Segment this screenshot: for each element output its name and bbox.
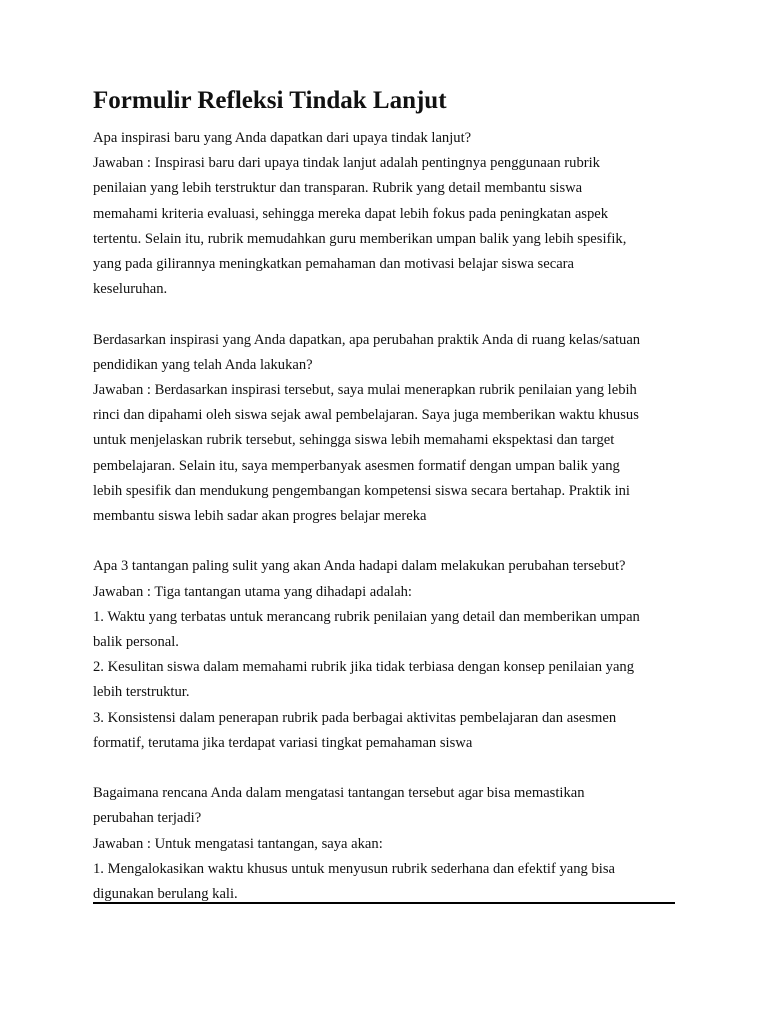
answer-line: pembelajaran. Selain itu, saya memperbanyak asesmen formatif dengan umpan balik yang [93,457,620,474]
section-rencana [93,781,675,907]
answer-line: Jawaban : Tiga tantangan utama yang dihadapi adalah: [93,583,412,600]
answer-line: membantu siswa lebih sadar akan progres belajar mereka [93,508,427,525]
list-item: formatif, terutama jika terdapat variasi tingkat pemahaman siswa [93,734,473,751]
document-title: Formulir Refleksi Tindak Lanjut [93,87,447,114]
list-item: digunakan berulang kali. [93,886,238,903]
answer-line: lebih spesifik dan mendukung pengembangan kompetensi siswa secara bertahap. Praktik ini [93,482,630,499]
list-item: 3. Konsistensi dalam penerapan rubrik pada berbagai aktivitas pembelajaran dan asesmen [93,709,617,726]
question-text: perubahan terjadi? [93,810,202,827]
answer-line: yang pada gilirannya meningkatkan pemahaman dan motivasi belajar siswa secara [93,256,575,273]
answer-line: untuk menjelaskan rubrik tersebut, sehingga siswa lebih memahami ekspektasi dan target [93,432,615,449]
list-item: lebih terstruktur. [93,684,190,701]
answer-line: keseluruhan. [93,281,168,298]
document-page [93,84,675,907]
list-item: 1. Waktu yang terbatas untuk merancang rubrik penilaian yang detail dan memberikan umpan [93,608,640,625]
bottom-divider [93,902,675,904]
answer-line: penilaian yang lebih terstruktur dan transparan. Rubrik yang detail membantu siswa [93,180,583,197]
paragraph-spacer [93,756,675,781]
question-text: Bagaimana rencana Anda dalam mengatasi tantangan tersebut agar bisa memastikan [93,785,585,802]
section-tantangan [93,554,675,756]
answer-line: Jawaban : Berdasarkan inspirasi tersebut, saya mulai menerapkan rubrik penilaian yang lebih [93,382,637,399]
section-perubahan-praktik [93,328,675,530]
question-text: Apa inspirasi baru yang Anda dapatkan dari upaya tindak lanjut? [93,130,472,146]
answer-line: Jawaban : Untuk mengatasi tantangan, saya akan: [93,835,383,852]
paragraph-spacer [93,302,675,327]
answer-line: tertentu. Selain itu, rubrik memudahkan guru memberikan umpan balik yang lebih spesifik, [93,230,627,247]
list-item: 1. Mengalokasikan waktu khusus untuk menyusun rubrik sederhana dan efektif yang bisa [93,860,616,877]
answer-line: memahami kriteria evaluasi, sehingga mereka dapat lebih fokus pada peningkatan aspek [93,205,609,222]
question-text: pendidikan yang telah Anda lakukan? [93,356,313,373]
paragraph-spacer [93,529,675,554]
list-item: 2. Kesulitan siswa dalam memahami rubrik jika tidak terbiasa dengan konsep penilaian yang [93,659,635,676]
list-item: balik personal. [93,634,179,651]
question-text: Berdasarkan inspirasi yang Anda dapatkan, apa perubahan praktik Anda di ruang kelas/satuan [93,331,641,348]
section-inspirasi [93,126,675,302]
answer-line: rinci dan dipahami oleh siswa sejak awal pembelajaran. Saya juga memberikan waktu khusus [93,407,639,424]
question-text: Apa 3 tantangan paling sulit yang akan Anda hadapi dalam melakukan perubahan tersebut? [93,558,626,575]
answer-line: Jawaban : Inspirasi baru dari upaya tindak lanjut adalah pentingnya penggunaan rubrik [93,155,600,172]
